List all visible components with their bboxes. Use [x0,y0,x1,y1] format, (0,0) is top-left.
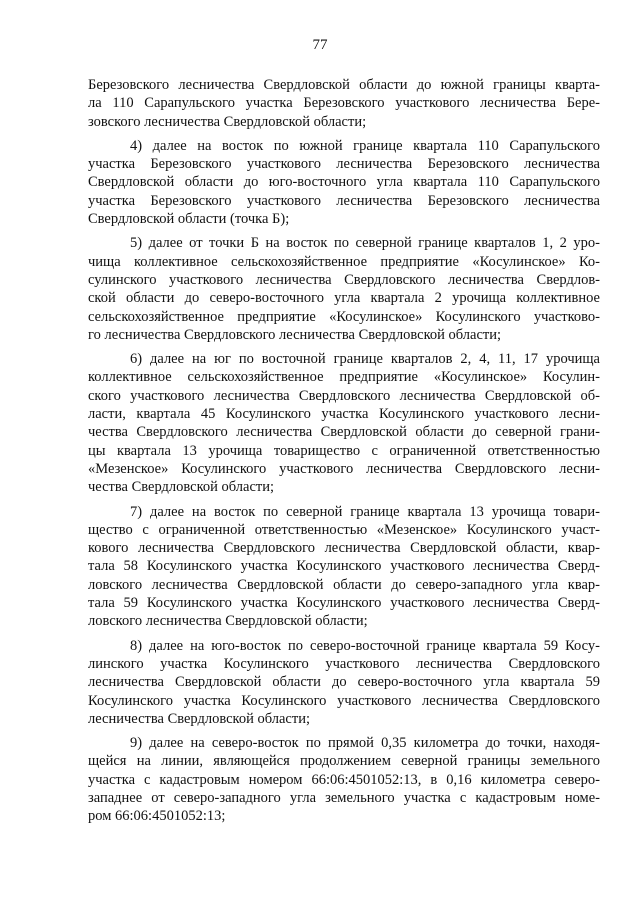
text-line: 9) далее на северо-восток по прямой 0,35 километра до точки, находя- [130,735,600,752]
text-line: 7) далее на восток по северной границе квартала 13 урочища товари- [130,503,600,520]
text-line: Косулинского участка Косулинского участкового лесничества Свердловского [88,692,600,709]
page-number: 77 [312,37,328,53]
text-line: тала 59 Косулинского участка Косулинского участкового лесничества Сверд- [88,595,600,612]
text-line: кового лесничества Свердловского лесничества Свердловской области, квар- [88,540,600,557]
text-line: тала 58 Косулинского участка Косулинского участкового лесничества Сверд- [88,558,600,575]
text-line: «Мезенское» Косулинского участкового лесничества Свердловского лесни- [88,460,600,477]
text-line: ловского лесничества Свердловской области до северо-западного угла квар- [88,576,600,593]
text-line: сулинского участкового лесничества Свердловского лесничества Свердлов- [88,271,600,288]
text-line: цы квартала 13 урочища товарищество с ограниченной ответственностью [88,442,600,459]
text-line: 5) далее от точки Б на восток по северной границе кварталов 1, 2 уро- [130,235,600,252]
text-line: ла 110 Сарапульского участка Березовского участкового лесничества Бере- [88,95,600,112]
text-line: ласти, квартала 45 Косулинского участка Косулинского участкового лесни- [88,406,600,423]
text-line: щейся на линии, являющейся продолжением северной границы земельного [88,753,600,770]
text-line: западнее от северо-западного угла земельного участка с кадастровым номе- [88,789,600,806]
text-line: ского участкового лесничества Свердловского лесничества Свердловской об- [88,387,600,404]
document-body [88,76,600,832]
text-line: ловского лесничества Свердловской области; [88,613,368,630]
paragraph-item-4 [88,137,600,228]
text-line: сельскохозяйственное предприятие «Косулинское» Косулинского участково- [88,308,600,325]
text-line: зовского лесничества Свердловской области; [88,113,367,130]
text-line: 6) далее на юг по восточной границе кварталов 2, 4, 11, 17 урочища [130,351,600,368]
text-line: чества Свердловского лесничества Свердловской области до северной грани- [88,424,600,441]
text-line: Свердловской области до юго-восточного угла квартала 110 Сарапульского [88,174,600,191]
paragraph-item-7 [88,503,600,631]
text-line: Березовского лесничества Свердловской области до южной границы кварта- [88,77,600,93]
text-line: чища коллективное сельскохозяйственное предприятие «Косулинское» Ко- [88,253,600,270]
paragraph-item-6 [88,350,600,496]
text-line: 4) далее на восток по южной границе квартала 110 Сарапульского [130,137,600,154]
text-line: участка Березовского участкового лесничества Березовского лесничества [88,156,600,173]
text-line: участка Березовского участкового лесничества Березовского лесничества [88,192,600,209]
text-line: линского участка Косулинского участкового лесничества Свердловского [88,655,600,672]
text-line: чества Свердловской области; [88,479,275,496]
text-line: коллективное сельскохозяйственное предприятие «Косулинское» Косулин- [88,369,600,386]
paragraph-item-5 [88,234,600,344]
text-line: лесничества Свердловской области; [88,710,310,727]
text-line: щество с ограниченной ответственностью «Мезенское» Косулинского участ- [88,521,600,538]
text-line: ром 66:06:4501052:13; [88,808,226,825]
paragraph-continuation [88,76,600,131]
text-line: участка с кадастровым номером 66:06:4501052:13, в 0,16 километра северо- [88,771,600,788]
paragraph-item-9 [88,734,600,825]
text-line: ской области до северо-восточного угла квартала 2 урочища коллективное [88,290,600,307]
text-line: лесничества Свердловской области до северо-восточного угла квартала 59 [88,674,600,691]
paragraph-item-8 [88,637,600,728]
text-line: Свердловской области (точка Б); [88,211,290,228]
text-line: го лесничества Свердловского лесничества Свердловской области; [88,326,502,343]
text-line: 8) далее на юго-восток по северо-восточной границе квартала 59 Косу- [130,637,600,654]
